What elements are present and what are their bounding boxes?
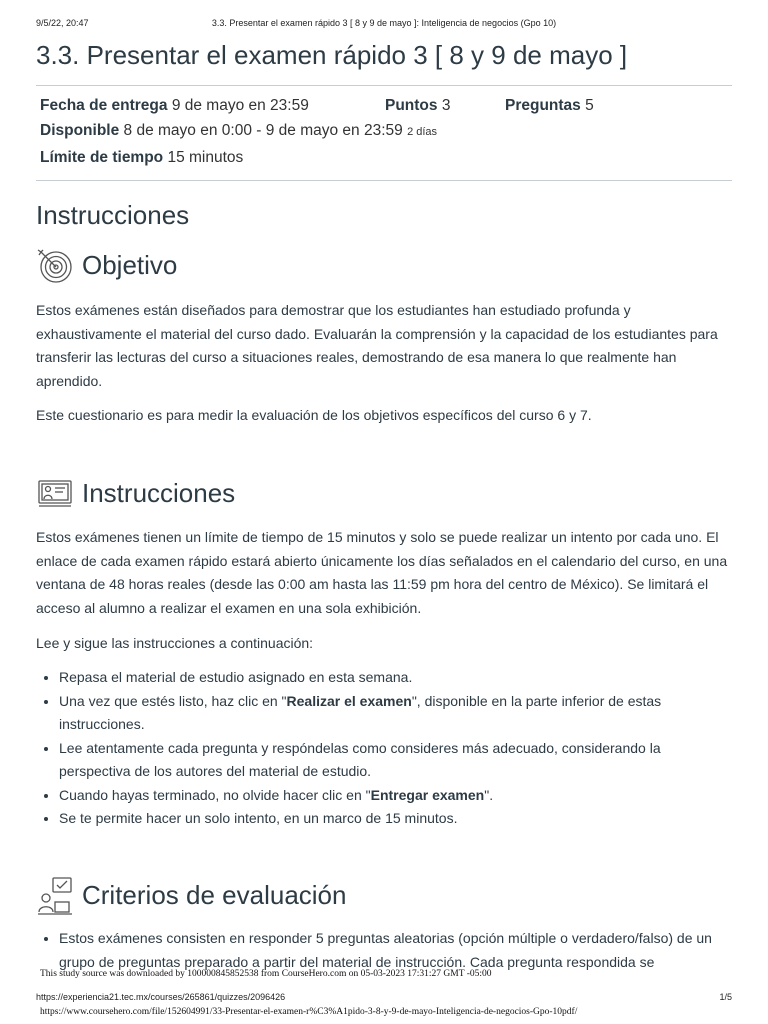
questions: [505, 97, 732, 115]
objective-heading-row: [36, 246, 177, 284]
points-label: Puntos: [385, 97, 438, 114]
instructions-heading: Instrucciones: [36, 200, 190, 230]
instructions-list: [36, 666, 732, 831]
checklist-person-icon: [36, 876, 74, 914]
list-item: • Lee atentamente cada pregunta y respóndelas como consideres más adecuado, considerando la perspectiva de los autores del material de estudio.: [59, 737, 732, 784]
print-datetime: 9/5/22, 20:47: [36, 18, 89, 28]
instructions-lead: Lee y sigue las instrucciones a continuación:: [36, 635, 314, 651]
time-limit-value: 15 minutos: [167, 149, 244, 166]
coursehero-source-url[interactable]: https://www.coursehero.com/file/152604991/33-Presentar-el-examen-r%C3%A1pido-3-8-y-9-de-mayo-Inteligencia-de-negocios-Gpo-10pdf/: [40, 1007, 578, 1017]
criteria-heading-row: [36, 876, 346, 914]
target-icon: [36, 246, 74, 284]
list-item: • Repasa el material de estudio asignado en esta semana.: [59, 666, 732, 690]
criteria-list: [36, 927, 732, 971]
print-footer-url[interactable]: https://experiencia21.tec.mx/courses/265861/quizzes/2096426: [36, 992, 286, 1002]
criteria-heading: Criterios de evaluación: [82, 879, 347, 910]
available-value: 8 de mayo en 0:00 - 9 de mayo en 23:59: [123, 122, 403, 139]
coursehero-download-notice: This study source was downloaded by 100000845852538 from CourseHero.com on 05-03-2023 17:31:27 GMT -05:00: [40, 969, 492, 979]
due-label: Fecha de entrega: [40, 97, 168, 114]
print-tab-title: 3.3. Presentar el examen rápido 3 [ 8 y 9 de mayo ]: Inteligencia de negocios (Gpo 10): [211, 18, 557, 28]
points-value: 3: [441, 97, 451, 114]
availability: [40, 122, 732, 140]
instructions-heading-row: [36, 474, 235, 512]
list-item: • Una vez que estés listo, haz clic en "Realizar el examen", disponible en la parte inferior de estas instrucciones.: [59, 690, 732, 737]
objective-paragraph-2: Este cuestionario es para medir la evaluación de los objetivos específicos del curso 6 y 7.: [36, 407, 592, 423]
divider: [36, 85, 732, 86]
page-number: 1/5: [719, 992, 732, 1002]
available-label: Disponible: [40, 122, 120, 139]
objective-paragraph: Estos exámenes están diseñados para demostrar que los estudiantes han estudiado profunda y exhaustivamente el material del curso dado. Evaluarán la comprensión y la capacidad de los estudiantes para transferir las lecturas del curso a situaciones reales, demostrando de esa manera lo que realmente han aprendido.: [36, 302, 718, 389]
list-item: • Se te permite hacer un solo intento, en un marco de 15 minutos.: [59, 807, 732, 831]
objective-heading: Objetivo: [82, 249, 178, 280]
instructions-paragraph: Estos exámenes tienen un límite de tiempo de 15 minutos y solo se puede realizar un intento por cada uno. El enlace de cada examen rápido estará abierto únicamente los días señalados en el calendario del curso, en una ventana de 48 horas reales (desde las 0:00 am hasta las 11:59 pm hora del centro de México). Se limitará el acceso al alumno a realizar el examen en una sola exhibición.: [36, 529, 728, 616]
questions-label: Preguntas: [505, 97, 581, 114]
time-limit: [40, 149, 732, 167]
list-item: • Cuando hayas terminado, no olvide hacer clic en "Entregar examen".: [59, 784, 732, 808]
due-value: 9 de mayo en 23:59: [171, 97, 309, 114]
divider: [36, 180, 732, 181]
available-duration: 2 días: [407, 126, 438, 138]
submit-exam-label: Entregar examen: [370, 786, 485, 803]
time-limit-label: Límite de tiempo: [40, 149, 164, 166]
page-title: 3.3. Presentar el examen rápido 3 [ 8 y 9 de mayo ]: [36, 40, 628, 70]
instructions-section-heading: Instrucciones: [82, 477, 236, 508]
list-item: • Estos exámenes consisten en responder 5 preguntas aleatorias (opción múltiple o verdadero/falso) de un grupo de preguntas preparado a partir del material de instrucción. Cada pregunta respondida se: [59, 927, 732, 971]
print-footer: [36, 992, 732, 1002]
questions-value: 5: [585, 97, 594, 114]
presentation-icon: [36, 474, 74, 512]
take-exam-label: Realizar el examen: [286, 692, 412, 709]
